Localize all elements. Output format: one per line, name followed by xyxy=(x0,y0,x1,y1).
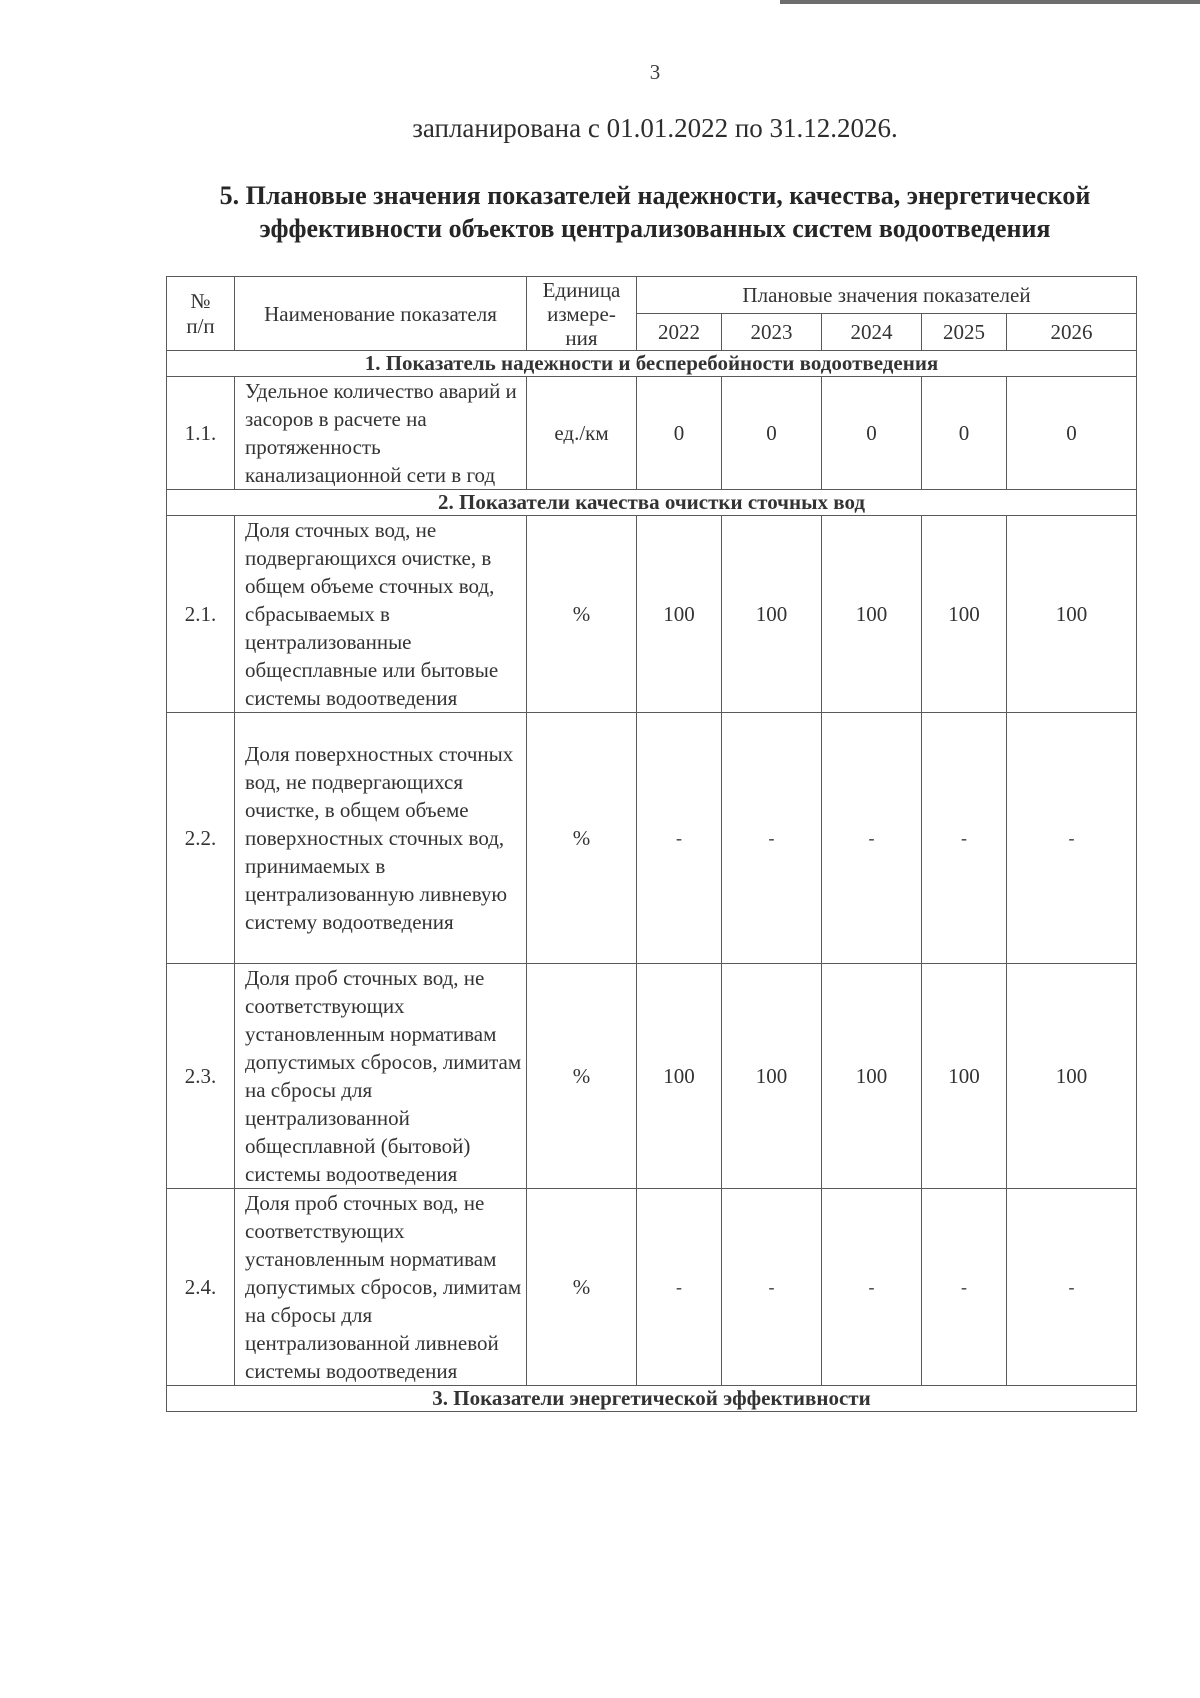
year-cell: 2022 xyxy=(637,314,722,351)
row-indicator-name: Доля сточных вод, не подвергающихся очистке, в общем объеме сточных вод, сбрасываемых в централизованные общесплавные или бытовые системы водоотведения xyxy=(235,516,527,713)
row-value: - xyxy=(922,1189,1007,1386)
row-value: 100 xyxy=(637,964,722,1189)
row-indicator-name: Доля поверхностных сточных вод, не подвергающихся очистке, в общем объеме поверхностных сточных вод, принимаемых в централизованную ливневую систему водоотведения xyxy=(235,713,527,964)
row-unit: % xyxy=(527,516,637,713)
row-indicator-name: Удельное количество аварий и засоров в расчете на протяженность канализационной сети в год xyxy=(235,377,527,490)
group-row xyxy=(167,490,1137,516)
row-value: 100 xyxy=(722,964,822,1189)
header-planned-values: Плановые значения показателей xyxy=(637,277,1137,314)
table-row xyxy=(167,713,1137,964)
row-value: 0 xyxy=(722,377,822,490)
header-number-abbrev: п/п xyxy=(186,313,215,338)
row-value: - xyxy=(1007,1189,1137,1386)
header-unit-line-2: измере- xyxy=(547,301,616,326)
row-value: 100 xyxy=(922,964,1007,1189)
row-number: 2.3. xyxy=(167,964,235,1189)
group-title: 2. Показатели качества очистки сточных вод xyxy=(167,490,1137,516)
row-unit: % xyxy=(527,964,637,1189)
row-value: - xyxy=(822,713,922,964)
row-value: - xyxy=(722,713,822,964)
row-value: 100 xyxy=(722,516,822,713)
table-row xyxy=(167,516,1137,713)
group-title: 3. Показатели энергетической эффективности xyxy=(167,1386,1137,1412)
row-value: - xyxy=(637,1189,722,1386)
row-value: 100 xyxy=(922,516,1007,713)
table-header-row xyxy=(167,277,1137,314)
row-value: 100 xyxy=(1007,516,1137,713)
row-number: 2.4. xyxy=(167,1189,235,1386)
year-cell: 2025 xyxy=(922,314,1007,351)
row-value: - xyxy=(822,1189,922,1386)
row-value: 0 xyxy=(822,377,922,490)
row-number: 1.1. xyxy=(167,377,235,490)
table-row xyxy=(167,1189,1137,1386)
year-cell: 2024 xyxy=(822,314,922,351)
header-unit-line-1: Единица xyxy=(542,277,621,302)
year-cell: 2023 xyxy=(722,314,822,351)
top-edge-rule xyxy=(780,0,1200,4)
row-value: - xyxy=(722,1189,822,1386)
row-unit: % xyxy=(527,1189,637,1386)
section-heading-line-2: эффективности объектов централизованных систем водоотведения xyxy=(259,214,1051,243)
header-number-symbol: № xyxy=(190,288,211,313)
section-heading-line-1: 5. Плановые значения показателей надежности, качества, энергетической xyxy=(219,181,1091,210)
row-value: 0 xyxy=(1007,377,1137,490)
group-row xyxy=(167,1386,1137,1412)
row-unit: % xyxy=(527,713,637,964)
row-indicator-name: Доля проб сточных вод, не соответствующих установленным нормативам допустимых сбросов, лимитам на сбросы для централизованной ливневой системы водоотведения xyxy=(235,1189,527,1386)
row-value: 100 xyxy=(1007,964,1137,1189)
header-unit-line-3: ния xyxy=(565,325,598,350)
row-value: - xyxy=(922,713,1007,964)
row-value: 100 xyxy=(637,516,722,713)
indicators-table xyxy=(166,276,1137,1412)
row-value: 100 xyxy=(822,516,922,713)
header-number-cell xyxy=(167,277,235,351)
table-row xyxy=(167,964,1137,1189)
row-value: 0 xyxy=(922,377,1007,490)
row-number: 2.2. xyxy=(167,713,235,964)
group-row xyxy=(167,351,1137,377)
group-title: 1. Показатель надежности и бесперебойности водоотведения xyxy=(167,351,1137,377)
header-name-cell: Наименование показателя xyxy=(235,277,527,351)
header-unit-cell xyxy=(527,277,637,351)
year-cell: 2026 xyxy=(1007,314,1137,351)
row-value: - xyxy=(1007,713,1137,964)
row-unit: ед./км xyxy=(527,377,637,490)
row-number: 2.1. xyxy=(167,516,235,713)
intro-text: запланирована с 01.01.2022 по 31.12.2026. xyxy=(412,113,898,143)
row-value: 0 xyxy=(637,377,722,490)
row-value: 100 xyxy=(822,964,922,1189)
table-row xyxy=(167,377,1137,490)
row-indicator-name: Доля проб сточных вод, не соответствующих установленным нормативам допустимых сбросов, лимитам на сбросы для централизованной общесплавной (бытовой) системы водоотведения xyxy=(235,964,527,1189)
section-heading xyxy=(175,179,1135,245)
row-value: - xyxy=(637,713,722,964)
page-number: 3 xyxy=(649,60,661,84)
